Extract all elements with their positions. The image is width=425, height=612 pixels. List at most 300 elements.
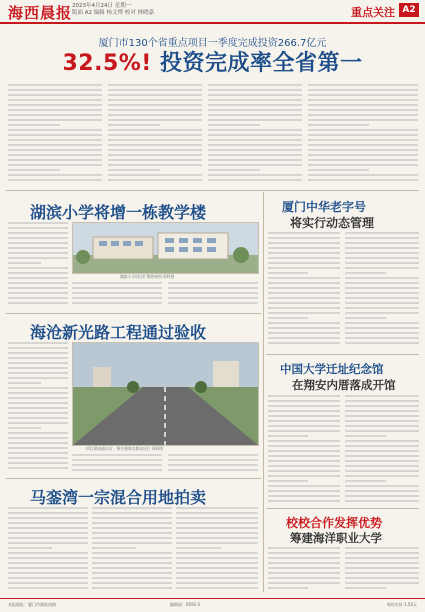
masthead <box>0 0 425 24</box>
lead-headline-text: 投资完成率全省第一 <box>160 51 363 76</box>
text-line <box>308 139 418 141</box>
text-line <box>176 512 258 514</box>
story-headline: 中国大学迁址纪念馆 <box>280 362 384 376</box>
text-line <box>268 297 340 299</box>
text-line <box>268 302 340 304</box>
text-line <box>208 109 302 111</box>
text-line <box>168 297 258 299</box>
text-line <box>268 420 340 422</box>
text-line <box>268 252 340 254</box>
story-body <box>72 454 162 474</box>
text-line <box>268 577 340 579</box>
text-line <box>268 232 340 234</box>
text-line <box>72 287 162 289</box>
text-line <box>108 89 202 91</box>
text-line <box>208 124 260 126</box>
divider <box>266 508 419 509</box>
story-subheadline: 将实行动态管理 <box>290 216 375 230</box>
text-line <box>345 440 419 442</box>
text-line <box>308 144 418 146</box>
text-line <box>8 342 68 344</box>
text-line <box>308 99 418 101</box>
story-body <box>72 282 162 310</box>
text-line <box>176 532 258 534</box>
text-line <box>345 252 419 254</box>
issue-date: 2023年4月24日 星期一 <box>72 3 132 9</box>
text-line <box>8 94 102 96</box>
text-line <box>268 242 340 244</box>
text-line <box>8 547 52 549</box>
text-line <box>345 435 386 437</box>
text-line <box>8 109 102 111</box>
text-line <box>8 442 68 444</box>
text-line <box>176 557 258 559</box>
text-line <box>208 134 302 136</box>
text-line <box>345 297 419 299</box>
text-line <box>8 84 102 86</box>
text-line <box>8 262 41 264</box>
text-line <box>8 129 102 131</box>
text-line <box>176 547 221 549</box>
text-line <box>268 470 340 472</box>
text-line <box>8 179 102 181</box>
text-line <box>8 392 68 394</box>
text-line <box>8 562 88 564</box>
text-line <box>268 272 308 274</box>
story-headline: 湖滨小学将增一栋教学楼 <box>30 203 207 222</box>
footer-price: 每份定价 1.50元 <box>386 602 417 607</box>
text-line <box>345 470 419 472</box>
text-line <box>308 89 418 91</box>
text-line <box>345 415 419 417</box>
text-line <box>345 567 419 569</box>
text-line <box>8 427 41 429</box>
text-line <box>8 302 68 304</box>
text-line <box>345 465 419 467</box>
text-line <box>176 572 258 574</box>
issue-editors: 版面 A2 编辑 杨文博 校对 林晓嘉 <box>72 10 155 16</box>
text-line <box>8 164 102 166</box>
text-line <box>92 522 172 524</box>
text-line <box>268 342 340 344</box>
text-line <box>345 425 419 427</box>
text-line <box>72 302 162 304</box>
text-line <box>8 277 68 279</box>
page-number-badge: A2 <box>399 3 419 17</box>
text-line <box>72 469 162 471</box>
text-line <box>345 247 419 249</box>
text-line <box>8 582 88 584</box>
text-line <box>72 464 162 466</box>
text-line <box>268 237 340 239</box>
text-line <box>345 490 419 492</box>
text-line <box>92 567 172 569</box>
text-line <box>108 164 202 166</box>
text-line <box>8 402 68 404</box>
lead-column-2 <box>108 84 202 186</box>
text-line <box>208 174 302 176</box>
text-line <box>8 362 68 364</box>
text-line <box>8 377 68 379</box>
text-line <box>345 262 419 264</box>
text-line <box>308 159 418 161</box>
text-line <box>308 84 418 86</box>
text-line <box>72 454 162 456</box>
text-line <box>92 507 172 509</box>
text-line <box>268 337 340 339</box>
text-line <box>268 562 340 564</box>
text-line <box>345 395 419 397</box>
text-line <box>168 292 258 294</box>
text-line <box>268 312 340 314</box>
story-body <box>268 232 340 350</box>
text-line <box>8 567 88 569</box>
text-line <box>108 159 202 161</box>
text-line <box>308 179 418 181</box>
story-body <box>168 454 258 474</box>
text-line <box>8 542 88 544</box>
text-line <box>8 432 68 434</box>
text-line <box>108 119 202 121</box>
text-line <box>208 179 302 181</box>
text-line <box>308 174 418 176</box>
text-line <box>108 104 202 106</box>
text-line <box>268 267 340 269</box>
text-line <box>8 467 68 469</box>
story-subheadline: 在翔安内厝落成开馆 <box>292 378 396 392</box>
text-line <box>268 587 308 589</box>
text-line <box>208 164 302 166</box>
story-body <box>8 222 68 310</box>
lead-column-4 <box>308 84 418 186</box>
text-line <box>176 542 258 544</box>
text-line <box>8 527 88 529</box>
text-line <box>268 425 340 427</box>
text-line <box>92 517 172 519</box>
text-line <box>8 89 102 91</box>
text-line <box>268 552 340 554</box>
story-body <box>345 547 419 595</box>
text-line <box>208 89 302 91</box>
text-line <box>8 169 60 171</box>
dateline <box>72 3 154 17</box>
text-line <box>8 119 102 121</box>
text-line <box>8 447 68 449</box>
story-body <box>176 507 258 593</box>
text-line <box>268 410 340 412</box>
text-line <box>345 405 419 407</box>
story-headline: 厦门中华老字号 <box>282 200 367 214</box>
text-line <box>92 542 172 544</box>
text-line <box>345 332 419 334</box>
text-line <box>176 567 258 569</box>
text-line <box>8 114 102 116</box>
text-line <box>176 582 258 584</box>
text-line <box>8 557 88 559</box>
text-line <box>345 400 419 402</box>
text-line <box>208 99 302 101</box>
text-line <box>345 420 419 422</box>
text-line <box>8 227 68 229</box>
text-line <box>345 572 419 574</box>
text-line <box>8 124 60 126</box>
text-line <box>345 237 419 239</box>
text-line <box>308 169 369 171</box>
text-line <box>92 552 172 554</box>
text-line <box>168 282 258 284</box>
text-line <box>268 485 340 487</box>
text-line <box>308 119 418 121</box>
text-line <box>8 507 88 509</box>
text-line <box>345 272 386 274</box>
text-line <box>108 149 202 151</box>
text-line <box>268 307 340 309</box>
text-line <box>308 94 418 96</box>
text-line <box>268 332 340 334</box>
text-line <box>208 119 302 121</box>
story-body <box>8 342 68 472</box>
text-line <box>345 475 419 477</box>
text-line <box>8 437 68 439</box>
text-line <box>8 417 68 419</box>
text-line <box>8 357 68 359</box>
text-line <box>308 154 418 156</box>
text-line <box>92 572 172 574</box>
text-line <box>8 367 68 369</box>
text-line <box>345 317 386 319</box>
story-body <box>168 282 258 310</box>
text-line <box>308 164 418 166</box>
text-line <box>72 292 162 294</box>
text-line <box>268 257 340 259</box>
text-line <box>92 562 172 564</box>
text-line <box>8 134 102 136</box>
text-line <box>268 445 340 447</box>
text-line <box>8 149 102 151</box>
road-photo <box>72 342 259 446</box>
text-line <box>92 532 172 534</box>
text-line <box>308 134 418 136</box>
text-line <box>108 124 160 126</box>
text-line <box>208 154 302 156</box>
text-line <box>345 480 386 482</box>
text-line <box>208 84 302 86</box>
text-line <box>92 537 172 539</box>
text-line <box>8 272 68 274</box>
story-subheadline: 筹建海洋职业大学 <box>290 531 382 545</box>
text-line <box>268 287 340 289</box>
text-line <box>8 292 68 294</box>
text-line <box>345 455 419 457</box>
text-line <box>345 577 419 579</box>
text-line <box>168 469 258 471</box>
text-line <box>208 169 260 171</box>
text-line <box>208 104 302 106</box>
lead-headline-number: 32.5%! <box>62 51 152 76</box>
photo-caption: 项目建成通车后，将方便周边群众出行 资料图 <box>86 446 164 451</box>
story-body <box>345 395 419 505</box>
story-body <box>268 395 340 505</box>
text-line <box>8 412 68 414</box>
text-line <box>72 297 162 299</box>
text-line <box>8 422 68 424</box>
text-line <box>108 134 202 136</box>
text-line <box>8 552 88 554</box>
text-line <box>268 465 340 467</box>
text-line <box>308 149 418 151</box>
text-line <box>168 287 258 289</box>
text-line <box>8 267 68 269</box>
text-line <box>345 312 419 314</box>
text-line <box>8 232 68 234</box>
text-line <box>345 232 419 234</box>
text-line <box>345 292 419 294</box>
text-line <box>92 587 172 589</box>
text-line <box>8 154 102 156</box>
text-line <box>268 405 340 407</box>
text-line <box>8 537 88 539</box>
text-line <box>108 114 202 116</box>
text-line <box>268 450 340 452</box>
text-line <box>345 302 419 304</box>
text-line <box>268 582 340 584</box>
text-line <box>8 352 68 354</box>
text-line <box>308 124 369 126</box>
text-line <box>268 435 308 437</box>
text-line <box>92 512 172 514</box>
text-line <box>345 257 419 259</box>
text-line <box>268 460 340 462</box>
lead-headline <box>0 46 425 77</box>
text-line <box>268 500 340 502</box>
footer-contact: 编辑部：0592-5 <box>170 602 201 607</box>
text-line <box>8 407 68 409</box>
text-line <box>108 174 202 176</box>
text-line <box>268 475 340 477</box>
text-line <box>308 109 418 111</box>
text-line <box>345 495 419 497</box>
page-footer <box>0 598 425 612</box>
text-line <box>92 577 172 579</box>
text-line <box>268 400 340 402</box>
text-line <box>8 462 68 464</box>
section-title: 重点关注 <box>351 6 395 19</box>
text-line <box>8 387 68 389</box>
text-line <box>345 557 419 559</box>
text-line <box>8 287 68 289</box>
text-line <box>176 517 258 519</box>
text-line <box>108 94 202 96</box>
text-line <box>8 257 68 259</box>
story-body <box>92 507 172 593</box>
text-line <box>345 547 419 549</box>
text-line <box>345 282 419 284</box>
text-line <box>108 154 202 156</box>
story-body <box>268 547 340 595</box>
text-line <box>8 247 68 249</box>
text-line <box>268 322 340 324</box>
text-line <box>268 490 340 492</box>
text-line <box>268 282 340 284</box>
text-line <box>208 129 302 131</box>
story-body <box>8 507 88 593</box>
text-line <box>268 247 340 249</box>
story-headline: 马銮湾一宗混合用地拍卖 <box>30 488 207 507</box>
text-line <box>345 587 386 589</box>
divider <box>266 354 419 355</box>
text-line <box>268 567 340 569</box>
story-headline: 海沧新光路工程通过验收 <box>30 323 207 342</box>
text-line <box>345 337 419 339</box>
text-line <box>268 430 340 432</box>
text-line <box>108 109 202 111</box>
text-line <box>8 512 88 514</box>
text-line <box>268 440 340 442</box>
text-line <box>268 317 308 319</box>
text-line <box>108 84 202 86</box>
text-line <box>108 99 202 101</box>
text-line <box>8 347 68 349</box>
text-line <box>268 455 340 457</box>
text-line <box>345 327 419 329</box>
divider <box>263 192 264 592</box>
divider <box>6 313 261 314</box>
text-line <box>176 587 258 589</box>
text-line <box>208 139 302 141</box>
text-line <box>8 372 68 374</box>
footer-address: 本报地址：厦门市湖滨南路 <box>8 602 56 607</box>
text-line <box>345 582 419 584</box>
text-line <box>345 562 419 564</box>
text-line <box>208 114 302 116</box>
text-line <box>345 342 419 344</box>
text-line <box>8 452 68 454</box>
text-line <box>345 242 419 244</box>
text-line <box>345 485 419 487</box>
text-line <box>308 104 418 106</box>
text-line <box>268 557 340 559</box>
text-line <box>345 500 419 502</box>
text-line <box>345 307 419 309</box>
text-line <box>8 382 41 384</box>
text-line <box>8 572 88 574</box>
text-line <box>108 129 202 131</box>
divider <box>6 478 261 479</box>
text-line <box>8 282 68 284</box>
lead-kicker: 厦门市130个省重点项目一季度完成投资266.7亿元 <box>98 38 327 49</box>
text-line <box>8 457 68 459</box>
text-line <box>8 99 102 101</box>
divider <box>6 190 419 191</box>
text-line <box>268 277 340 279</box>
text-line <box>308 114 418 116</box>
text-line <box>168 454 258 456</box>
text-line <box>268 572 340 574</box>
text-line <box>345 277 419 279</box>
text-line <box>8 237 68 239</box>
text-line <box>208 94 302 96</box>
text-line <box>345 322 419 324</box>
text-line <box>108 179 202 181</box>
text-line <box>168 302 258 304</box>
text-line <box>268 415 340 417</box>
text-line <box>92 582 172 584</box>
text-line <box>108 144 202 146</box>
text-line <box>268 480 308 482</box>
text-line <box>8 139 102 141</box>
text-line <box>8 252 68 254</box>
text-line <box>8 104 102 106</box>
